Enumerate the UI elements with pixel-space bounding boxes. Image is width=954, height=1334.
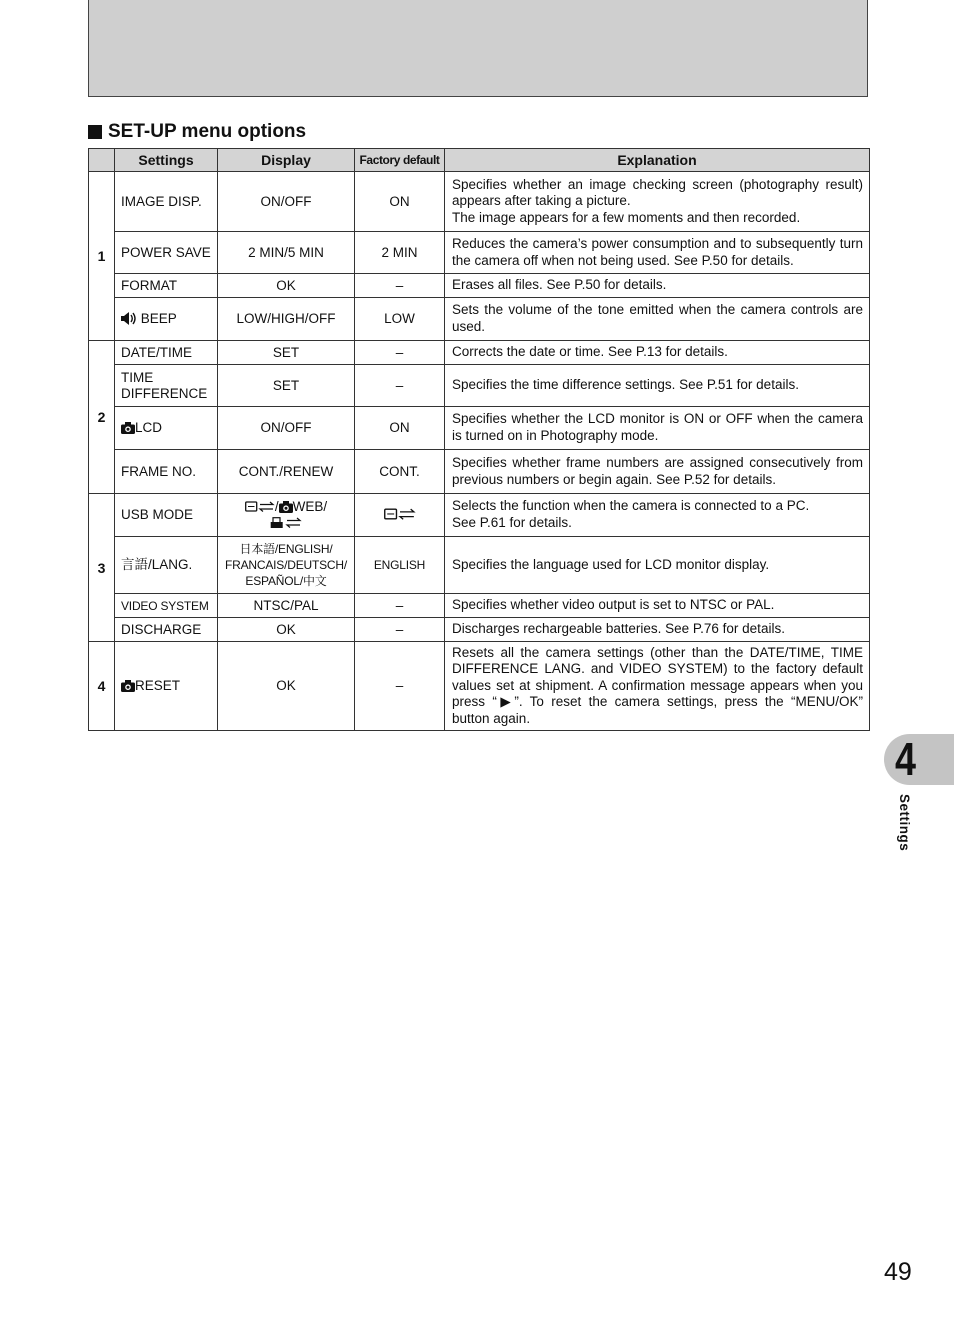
camera-icon xyxy=(121,680,135,692)
display-value: OK xyxy=(218,274,355,298)
explanation: Specifies whether video output is set to NTSC or PAL. xyxy=(445,594,870,618)
factory-default-value: ON xyxy=(355,172,445,232)
explanation: Corrects the date or time. See P.13 for details. xyxy=(445,341,870,365)
table-row xyxy=(89,537,870,594)
factory-default-value: – xyxy=(355,618,445,642)
table-row xyxy=(89,172,870,232)
display-value: OK xyxy=(218,642,355,731)
header-group xyxy=(89,149,115,172)
setting-name: RESET xyxy=(115,642,218,731)
table-row xyxy=(89,274,870,298)
printer-connect-icon xyxy=(270,517,302,529)
top-banner xyxy=(88,0,868,97)
table-row xyxy=(89,232,870,274)
table-header-row xyxy=(89,149,870,172)
explanation: Reduces the camera’s power consumption and to subsequently turn the camera off when not being used. See P.50 for details. xyxy=(445,232,870,274)
display-value: LOW/HIGH/OFF xyxy=(218,298,355,341)
factory-default-value: CONT. xyxy=(355,450,445,494)
setting-name: POWER SAVE xyxy=(115,232,218,274)
setting-name: IMAGE DISP. xyxy=(115,172,218,232)
explanation: Discharges rechargeable batteries. See P.76 for details. xyxy=(445,618,870,642)
table-row xyxy=(89,594,870,618)
table-row xyxy=(89,618,870,642)
table-row xyxy=(89,407,870,450)
chapter-tab xyxy=(884,734,954,785)
setting-name: FRAME NO. xyxy=(115,450,218,494)
display-value: 2 MIN/5 MIN xyxy=(218,232,355,274)
display-value: NTSC/PAL xyxy=(218,594,355,618)
setting-name: USB MODE xyxy=(115,494,218,537)
section-title-text: SET-UP menu options xyxy=(108,121,307,142)
table-row xyxy=(89,298,870,341)
display-value: / WEB/ xyxy=(218,494,355,537)
group-number: 4 xyxy=(89,642,115,731)
setup-menu-table xyxy=(88,148,870,731)
explanation: Specifies whether an image checking screen (photography result) appears after taking a picture. The image appears for a few moments and then recorded. xyxy=(445,172,870,232)
camera-icon xyxy=(279,501,293,513)
table-row xyxy=(89,494,870,537)
setting-name: BEEP xyxy=(115,298,218,341)
chapter-label: Settings xyxy=(897,794,912,852)
explanation: Sets the volume of the tone emitted when the camera controls are used. xyxy=(445,298,870,341)
factory-default-value: 2 MIN xyxy=(355,232,445,274)
display-value: SET xyxy=(218,365,355,407)
table-row xyxy=(89,341,870,365)
factory-default-value: LOW xyxy=(355,298,445,341)
explanation: Specifies the language used for LCD monitor display. xyxy=(445,537,870,594)
header-explanation: Explanation xyxy=(445,149,870,172)
display-value: ON/OFF xyxy=(218,407,355,450)
explanation: Specifies the time difference settings. See P.51 for details. xyxy=(445,365,870,407)
factory-default-value: – xyxy=(355,642,445,731)
factory-default-value: ENGLISH xyxy=(355,537,445,594)
header-settings: Settings xyxy=(115,149,218,172)
pc-connect-icon xyxy=(245,501,275,513)
section-title xyxy=(88,120,306,144)
explanation: Resets all the camera settings (other than the DATE/TIME, TIME DIFFERENCE LANG. and VIDEO SYSTEM) to the factory default values set at shipment. A confirmation message appears when you press “▶”. To reset the camera settings, press the “MENU/OK” button again. xyxy=(445,642,870,731)
square-bullet-icon xyxy=(88,125,102,139)
setting-name: FORMAT xyxy=(115,274,218,298)
factory-default-value: – xyxy=(355,341,445,365)
group-number: 2 xyxy=(89,341,115,494)
header-display: Display xyxy=(218,149,355,172)
display-value: 日本語/ENGLISH/ FRANCAIS/DEUTSCH/ ESPAÑOL/中文 xyxy=(218,537,355,594)
explanation: Erases all files. See P.50 for details. xyxy=(445,274,870,298)
header-factory-default: Factory default xyxy=(355,149,445,172)
pc-connect-icon xyxy=(384,508,416,521)
display-value: OK xyxy=(218,618,355,642)
setting-name: DISCHARGE xyxy=(115,618,218,642)
group-number: 1 xyxy=(89,172,115,341)
display-value: ON/OFF xyxy=(218,172,355,232)
chapter-number: 4 xyxy=(895,733,916,785)
table-row xyxy=(89,365,870,407)
explanation: Selects the function when the camera is connected to a PC. See P.61 for details. xyxy=(445,494,870,537)
setting-name: LCD xyxy=(115,407,218,450)
explanation: Specifies whether frame numbers are assigned consecutively from previous numbers or begin again. See P.52 for details. xyxy=(445,450,870,494)
explanation: Specifies whether the LCD monitor is ON or OFF when the camera is turned on in Photography mode. xyxy=(445,407,870,450)
table-row xyxy=(89,642,870,731)
group-number: 3 xyxy=(89,494,115,642)
factory-default-value: ON xyxy=(355,407,445,450)
display-value: CONT./RENEW xyxy=(218,450,355,494)
factory-default-value: – xyxy=(355,274,445,298)
setting-name: VIDEO SYSTEM xyxy=(115,594,218,618)
setting-name: TIME DIFFERENCE xyxy=(115,365,218,407)
setting-name: 言語/LANG. xyxy=(115,537,218,594)
display-value: SET xyxy=(218,341,355,365)
table-row xyxy=(89,450,870,494)
page-number: 49 xyxy=(884,1258,912,1286)
setting-name: DATE/TIME xyxy=(115,341,218,365)
camera-icon xyxy=(121,422,135,434)
factory-default-value: – xyxy=(355,365,445,407)
factory-default-value xyxy=(355,494,445,537)
factory-default-value: – xyxy=(355,594,445,618)
speaker-icon xyxy=(121,312,137,325)
